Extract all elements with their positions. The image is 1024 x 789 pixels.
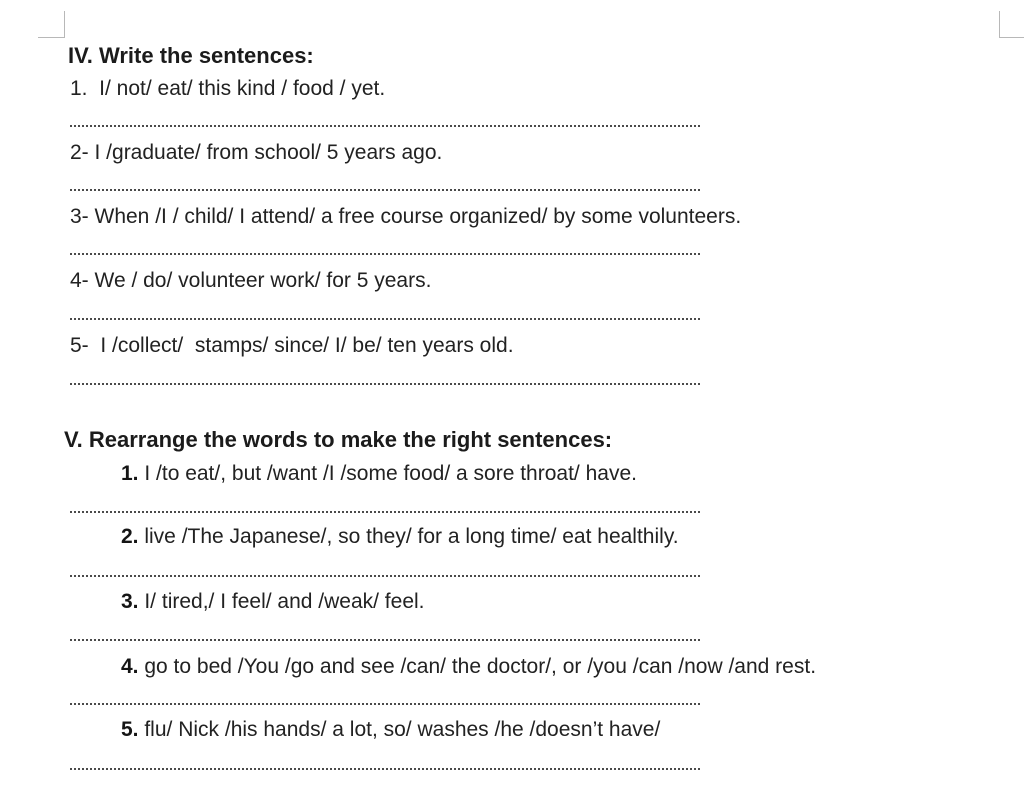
answer-line-v-2[interactable] — [70, 575, 700, 577]
exercise-iv-item-4: 4- We / do/ volunteer work/ for 5 years. — [70, 269, 432, 292]
item-text: I/ tired,/ I feel/ and /weak/ feel. — [138, 590, 425, 613]
answer-line-iv-3[interactable] — [70, 253, 700, 255]
item-number: 5. — [121, 718, 139, 741]
answer-line-iv-5[interactable] — [70, 383, 700, 385]
item-number: 1. — [121, 462, 139, 485]
exercise-v-item-3 — [121, 588, 425, 616]
exercise-v-item-5 — [121, 716, 660, 744]
answer-line-v-4[interactable] — [70, 703, 700, 705]
item-text: I /to eat/, but /want /I /some food/ a sore throat/ have. — [138, 462, 637, 485]
exercise-iv-item-1: 1. I/ not/ eat/ this kind / food / yet. — [70, 77, 386, 100]
item-number: 4. — [121, 655, 139, 678]
item-text: go to bed /You /go and see /can/ the doctor/, or /you /can /now /and rest. — [138, 655, 817, 678]
exercise-iv-item-5: 5- I /collect/ stamps/ since/ I/ be/ ten years old. — [70, 334, 514, 357]
section-v-heading: V. Rearrange the words to make the right sentences: — [64, 427, 613, 452]
page-corner-mark-right — [999, 11, 1024, 38]
answer-line-v-3[interactable] — [70, 639, 700, 641]
answer-line-iv-2[interactable] — [70, 189, 700, 191]
exercise-v-item-1 — [121, 460, 637, 488]
item-number: 3. — [121, 590, 139, 613]
page-corner-mark-left — [38, 11, 65, 38]
item-text: live /The Japanese/, so they/ for a long time/ eat healthily. — [138, 525, 679, 548]
exercise-iv-item-2: 2- I /graduate/ from school/ 5 years ago. — [70, 141, 443, 164]
exercise-v-item-2 — [121, 523, 679, 551]
answer-line-iv-4[interactable] — [70, 318, 700, 320]
item-number: 2. — [121, 525, 139, 548]
answer-line-v-1[interactable] — [70, 511, 700, 513]
section-iv-heading: IV. Write the sentences: — [68, 43, 314, 68]
answer-line-iv-1[interactable] — [70, 125, 700, 127]
exercise-v-item-4 — [121, 653, 816, 681]
exercise-iv-item-3: 3- When /I / child/ I attend/ a free course organized/ by some volunteers. — [70, 205, 742, 228]
answer-line-v-5[interactable] — [70, 768, 700, 770]
item-text: flu/ Nick /his hands/ a lot, so/ washes /he /doesn’t have/ — [138, 718, 661, 741]
